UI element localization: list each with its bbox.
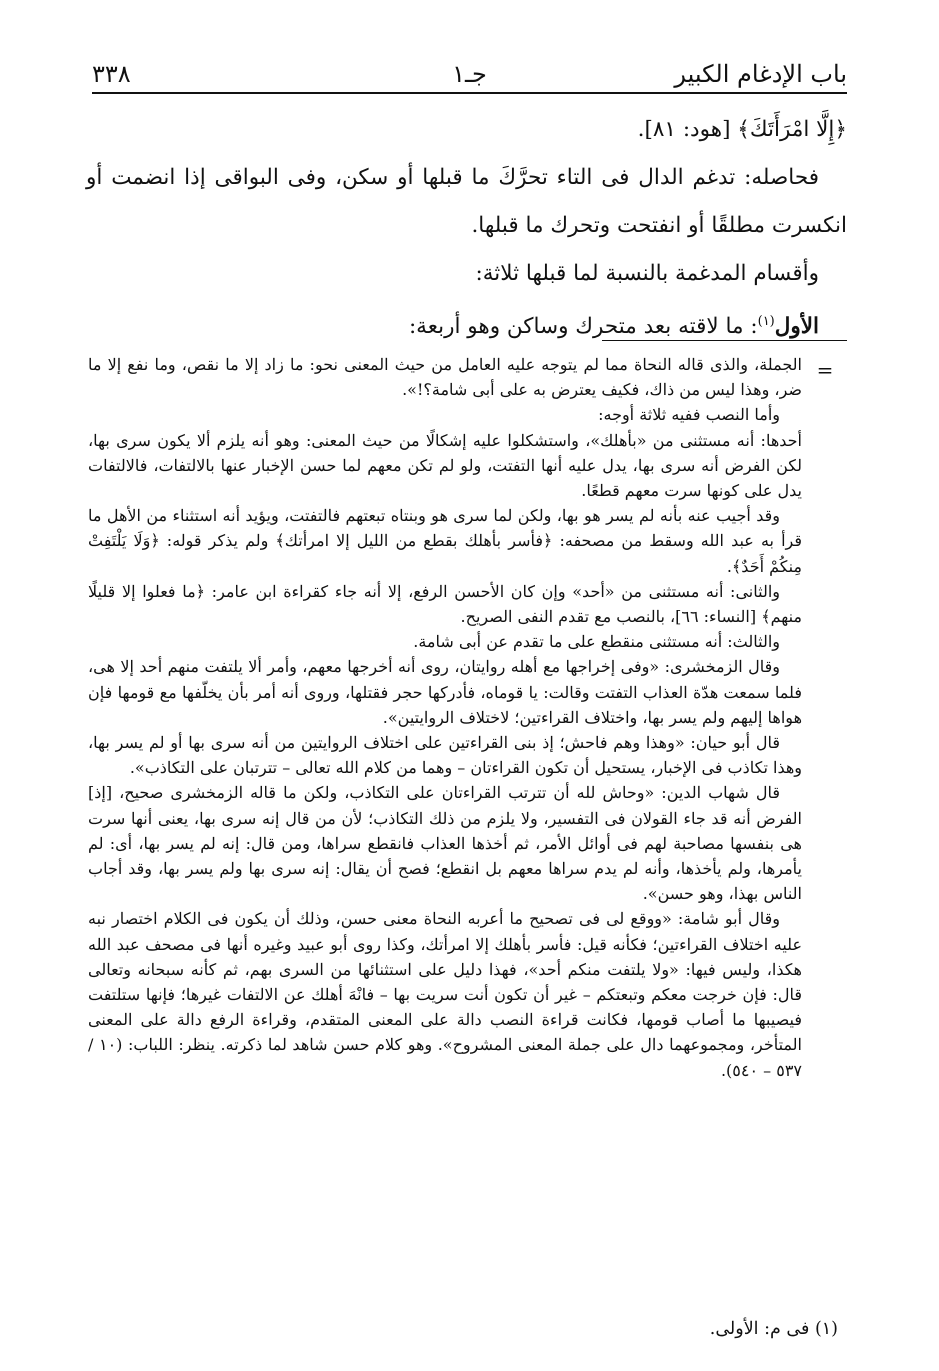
notes-block [88, 352, 802, 1083]
page-number: ٣٣٨ [92, 60, 131, 88]
quran-quote-line: ﴿إِلَّا امْرَأَتَكَ﴾ [هود: ٨١]. [637, 117, 847, 142]
footnote-marker: (١) [814, 1319, 838, 1339]
first-text: : ما لاقته بعد متحرك وساكن وهو أربعة: [408, 314, 758, 340]
footnote-divider [602, 340, 847, 341]
first-heading: الأول [774, 314, 819, 340]
footnote-text: فى م: الأولى. [709, 1319, 810, 1339]
note-paragraph: الجملة، والذى قاله النحاة مما لم يتوجه عليه العامل من حيث المعنى نحو: ما زاد إلا ما نقص، وما نفع إلا ما ضر، وهذا ليس من ذاك، فكيف يعترض به على أبى شامة؟!». [88, 355, 802, 400]
note-paragraph: والثالث: أنه مستثنى منقطع على ما تقدم عن أبى شامة. [413, 632, 780, 652]
chapter-title: باب الإدغام الكبير [674, 60, 847, 88]
main-paragraph-first [86, 298, 847, 351]
volume-label: جـ١ [452, 60, 487, 88]
note-paragraph: وقال أبو شامة: «ووقع لى فى تصحيح ما أعربه النحاة معنى حسن، وذلك أن يكون فى الكلام اختصار نبه عليه اختلاف القراءتين؛ فكأنه قيل: فأسر بأهلك إلا امرأتك، وكذا روى أبو عبيد وغيره أنها فى مصحف عبد الله هكذا، وليس فيها: «ولا يلتفت منكم أحد»، فهذا دليل على استثنائها من السرى بهم، ثم كأنه سبحانه وتعالى قال: فإن خرجت معكم وتبعتكم – غير أن تكون أنت سريت بها – فانْهَ أهلك عن الالتفات غيرها؛ فإنها ستلتفت فيصيبها ما أصاب قومها، فكانت قراءة النصب دالة على المعنى المتقدم، وقراءة الرفع دالة على المعنى المتأخر، ومجموعهما دال على جملة المعنى المشروح». وهو كلام حسن شاهد لما ذكرته. ينظر: اللباب: (١٠ / ٥٣٧ – ٥٤٠). [88, 909, 802, 1080]
main-paragraph-divisions: وأقسام المدغمة بالنسبة لما قبلها ثلاثة: [475, 261, 819, 286]
running-header [92, 58, 847, 94]
footnote [88, 1316, 838, 1342]
note-paragraph: أحدها: أنه مستثنى من «بأهلك»، واستشكلوا عليه إشكالًا من حيث المعنى: وهو أنه يلزم ألا يكون سرى بها، لكن الفرض أنه سرى بها، يدل عليه أنها التفتت، ولو لم تكن معهم لما حسن الإخبار عنها بالالتفات، فالالتفات يدل على كونها سرت معهم قطعًا. [88, 430, 802, 501]
main-paragraph-summary: فحاصله: تدغم الدال فى التاء تحرَّكَ ما قبلها أو سكن، وفى البواقى إذا انضمت أو انكسرت مطلقًا أو انفتحت وتحرك ما قبلها. [86, 165, 847, 238]
note-paragraph: وقال الزمخشرى: «وفى إخراجها مع أهله روايتان، روى أنه أخرجها معهم، وأمر ألا يلتفت منهم أحد إلا هى، فلما سمعت هدّة العذاب التفتت وقالت: يا قوماه، فأدركها حجر فقتلها، وروى أنه أمر بأن يخلّفها مع قومها فإن هواها إليهم ولم يسر بها، واختلاف القراءتين؛ لاختلاف الروايتين». [88, 657, 802, 727]
main-text [86, 106, 847, 351]
note-paragraph: والثانى: أنه مستثنى من «أحد» وإن كان الأحسن الرفع، إلا أنه جاء كقراءة ابن عامر: ﴿ما فعلوا إلا قليلًا منهم﴾ [النساء: ٦٦]، بالنصب مع تقدم النفى الصريح. [88, 581, 802, 627]
note-paragraph: قال شهاب الدين: «وحاش لله أن تترتب القراءتان على التكاذب، ولكن ما قاله الزمخشرى صحيح، [إذ] الفرض أنه قد جاء القولان فى التفسير، ولا يلزم من ذلك التكاذب؛ لأن من قال إنه سرى بها، يعنى أنها سرت هى بنفسها مصاحبة لهم فى أوائل الأمر، ثم أخذها العذاب فانقطع سراها، ومن قال: إنه لم يسر بها، أى: لم يأمرها، ولم يأخذها، وأنه لم يدم سراها معهم بل انقطع؛ فصح أن يقال: إنه سرى بها ولم يسر بها، وقد أجاب الناس بهذا، وهو حسن». [88, 783, 803, 904]
note-paragraph: وأما النصب ففيه ثلاثة أوجه: [598, 405, 780, 425]
continuation-mark: = [816, 358, 834, 382]
footnote-reference: (١) [757, 314, 775, 329]
note-paragraph: قال أبو حيان: «وهذا وهم فاحش؛ إذ بنى القراءتين على اختلاف الروايتين من أنه سرى بها أو لم يسر بها، وهذا تكاذب فى الإخبار، يستحيل أن تكون القراءتان – وهما من كلام الله تعالى – تترتبان على التكاذب». [88, 733, 802, 778]
note-paragraph: وقد أجيب عنه بأنه لم يسر هو بها، ولكن لما سرى هو وبنتاه تبعتهم فالتفتت، ويؤيد أنه استثناء من الأهل ما قرأ به عبد الله وسقط من مصحفه: ﴿فأسر بأهلك بقطع من الليل إلا امرأتك﴾ ولم يذكر قوله: ﴿وَلَا يَلْتَفِتْ مِنكُمْ أَحَدٌ﴾. [88, 506, 803, 576]
